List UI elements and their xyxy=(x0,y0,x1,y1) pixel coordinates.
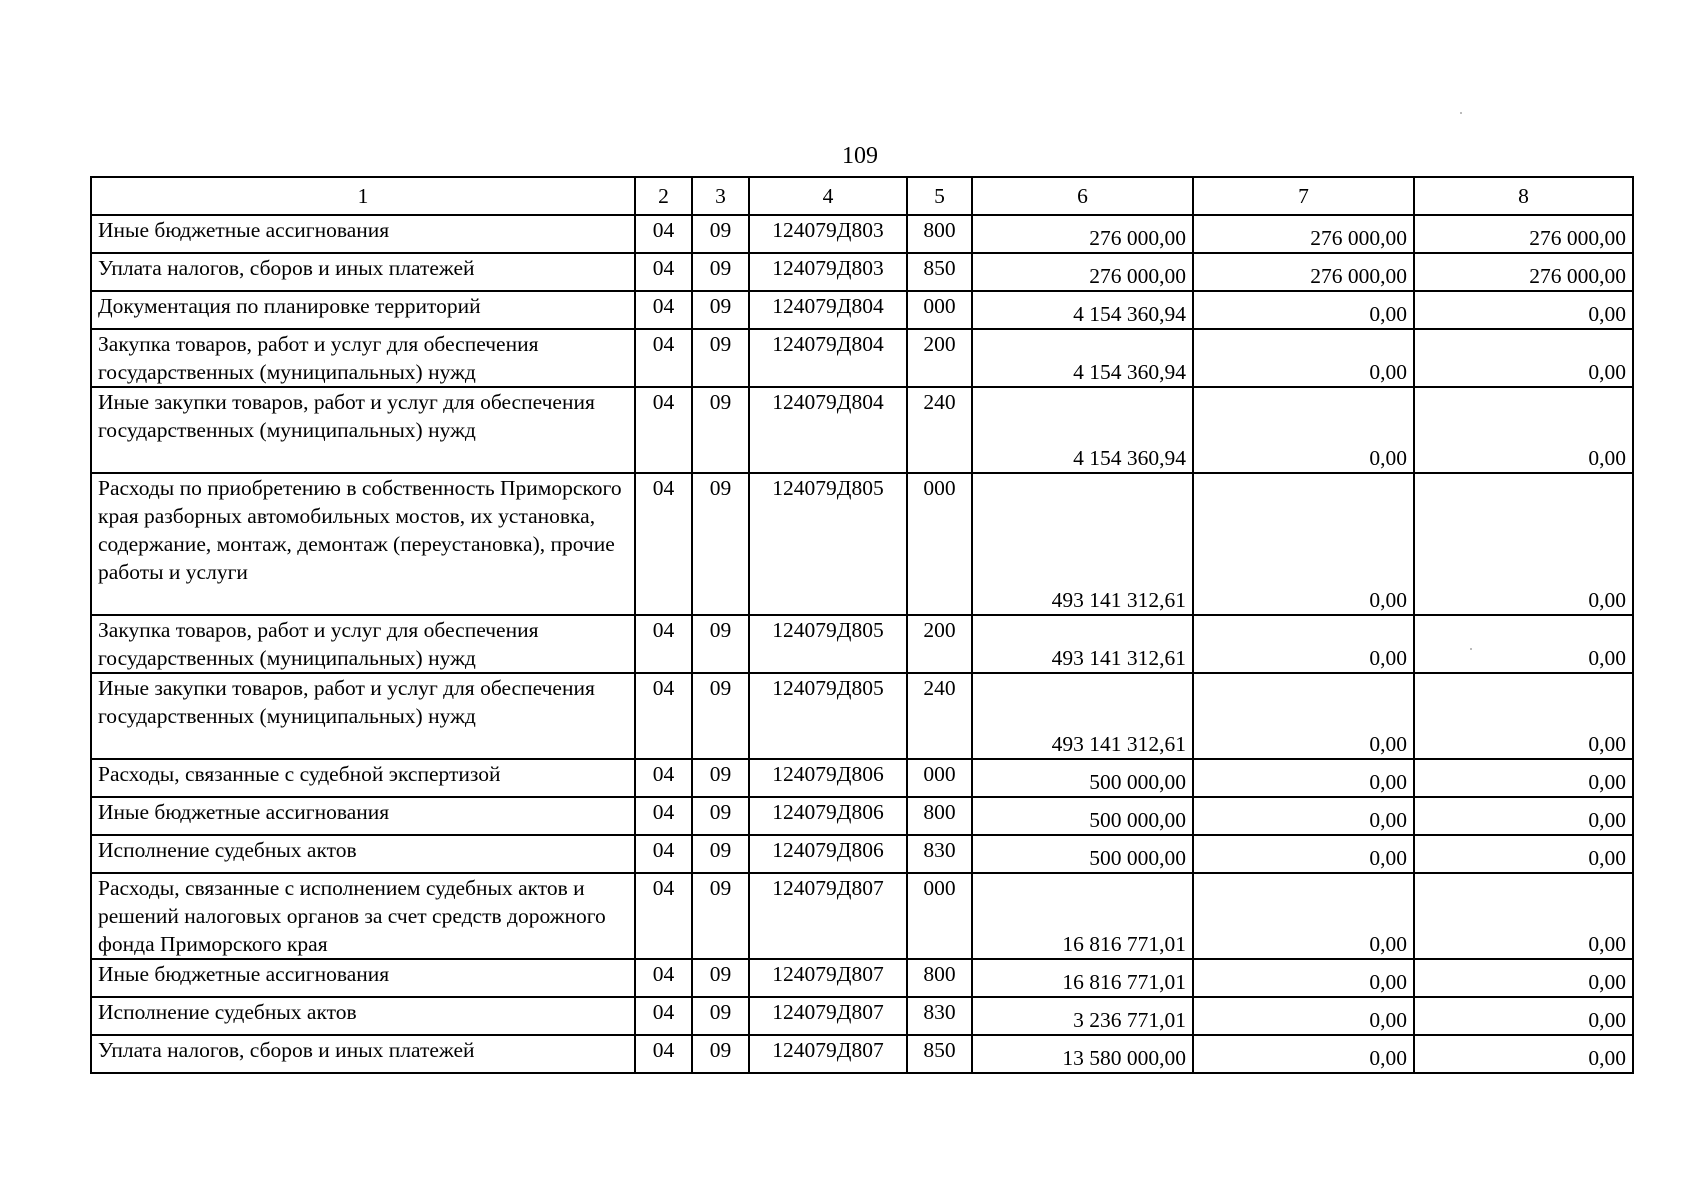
table-row xyxy=(91,215,1633,253)
row-amount-7: 0,00 xyxy=(1193,759,1414,797)
row-code-2: 04 xyxy=(635,873,692,959)
row-code-2: 04 xyxy=(635,291,692,329)
row-code-2: 04 xyxy=(635,673,692,759)
row-amount-6: 493 141 312,61 xyxy=(972,615,1193,673)
row-amount-6: 500 000,00 xyxy=(972,759,1193,797)
row-code-4: 124079Д805 xyxy=(749,473,907,615)
row-code-5: 000 xyxy=(907,873,972,959)
row-amount-7: 276 000,00 xyxy=(1193,215,1414,253)
table-row xyxy=(91,253,1633,291)
row-code-2: 04 xyxy=(635,615,692,673)
row-amount-6: 4 154 360,94 xyxy=(972,329,1193,387)
row-code-4: 124079Д804 xyxy=(749,291,907,329)
row-name: Расходы по приобретению в собственность Приморского края разборных автомобильных мостов, их установка, содержание, монтаж, демонтаж (переустановка), прочие работы и услуги xyxy=(91,473,635,615)
row-name: Закупка товаров, работ и услуг для обеспечения государственных (муниципальных) нужд xyxy=(91,329,635,387)
row-code-5: 240 xyxy=(907,387,972,473)
row-code-2: 04 xyxy=(635,215,692,253)
row-amount-8: 0,00 xyxy=(1414,835,1633,873)
row-name: Иные закупки товаров, работ и услуг для обеспечения государственных (муниципальных) нужд xyxy=(91,673,635,759)
row-amount-7: 276 000,00 xyxy=(1193,253,1414,291)
column-header: 1 xyxy=(91,177,635,215)
row-name: Иные бюджетные ассигнования xyxy=(91,797,635,835)
row-amount-8: 0,00 xyxy=(1414,673,1633,759)
scan-speck xyxy=(1470,648,1472,650)
row-amount-8: 0,00 xyxy=(1414,387,1633,473)
row-code-4: 124079Д806 xyxy=(749,797,907,835)
row-amount-8: 0,00 xyxy=(1414,473,1633,615)
row-name: Иные бюджетные ассигнования xyxy=(91,959,635,997)
row-amount-8: 0,00 xyxy=(1414,329,1633,387)
row-code-5: 200 xyxy=(907,329,972,387)
row-name: Исполнение судебных актов xyxy=(91,835,635,873)
row-code-5: 850 xyxy=(907,1035,972,1073)
table-body xyxy=(91,215,1633,1073)
row-amount-8: 0,00 xyxy=(1414,873,1633,959)
row-code-2: 04 xyxy=(635,759,692,797)
table-row xyxy=(91,473,1633,615)
row-code-3: 09 xyxy=(692,253,749,291)
row-code-3: 09 xyxy=(692,615,749,673)
row-amount-7: 0,00 xyxy=(1193,387,1414,473)
row-amount-7: 0,00 xyxy=(1193,997,1414,1035)
row-code-2: 04 xyxy=(635,473,692,615)
table-row xyxy=(91,997,1633,1035)
row-code-5: 800 xyxy=(907,797,972,835)
row-code-3: 09 xyxy=(692,835,749,873)
row-code-4: 124079Д804 xyxy=(749,387,907,473)
column-header: 2 xyxy=(635,177,692,215)
row-amount-8: 0,00 xyxy=(1414,997,1633,1035)
row-code-2: 04 xyxy=(635,387,692,473)
row-amount-7: 0,00 xyxy=(1193,615,1414,673)
row-code-3: 09 xyxy=(692,1035,749,1073)
row-name: Расходы, связанные с исполнением судебных актов и решений налоговых органов за счет средств дорожного фонда Приморского края xyxy=(91,873,635,959)
row-code-3: 09 xyxy=(692,387,749,473)
row-code-3: 09 xyxy=(692,797,749,835)
table-row xyxy=(91,291,1633,329)
row-code-3: 09 xyxy=(692,997,749,1035)
row-amount-6: 500 000,00 xyxy=(972,835,1193,873)
column-header: 7 xyxy=(1193,177,1414,215)
page-number: 109 xyxy=(842,143,878,169)
column-header: 5 xyxy=(907,177,972,215)
column-header: 4 xyxy=(749,177,907,215)
row-code-5: 830 xyxy=(907,997,972,1035)
row-code-3: 09 xyxy=(692,473,749,615)
row-code-5: 200 xyxy=(907,615,972,673)
row-amount-8: 0,00 xyxy=(1414,759,1633,797)
row-code-2: 04 xyxy=(635,253,692,291)
table-row xyxy=(91,835,1633,873)
row-name: Закупка товаров, работ и услуг для обеспечения государственных (муниципальных) нужд xyxy=(91,615,635,673)
budget-table xyxy=(90,176,1634,1074)
row-amount-6: 276 000,00 xyxy=(972,215,1193,253)
row-code-4: 124079Д805 xyxy=(749,673,907,759)
row-amount-6: 3 236 771,01 xyxy=(972,997,1193,1035)
row-amount-7: 0,00 xyxy=(1193,329,1414,387)
row-amount-7: 0,00 xyxy=(1193,873,1414,959)
row-code-2: 04 xyxy=(635,997,692,1035)
row-amount-7: 0,00 xyxy=(1193,797,1414,835)
row-amount-6: 13 580 000,00 xyxy=(972,1035,1193,1073)
row-code-5: 850 xyxy=(907,253,972,291)
row-code-5: 800 xyxy=(907,215,972,253)
column-header: 8 xyxy=(1414,177,1633,215)
row-amount-8: 0,00 xyxy=(1414,959,1633,997)
row-amount-6: 493 141 312,61 xyxy=(972,673,1193,759)
header-row xyxy=(91,177,1633,215)
row-code-2: 04 xyxy=(635,835,692,873)
row-code-5: 000 xyxy=(907,291,972,329)
row-code-3: 09 xyxy=(692,959,749,997)
row-amount-7: 0,00 xyxy=(1193,959,1414,997)
row-code-5: 000 xyxy=(907,759,972,797)
row-code-4: 124079Д807 xyxy=(749,959,907,997)
table-row xyxy=(91,329,1633,387)
table-row xyxy=(91,959,1633,997)
row-name: Документация по планировке территорий xyxy=(91,291,635,329)
row-code-4: 124079Д803 xyxy=(749,253,907,291)
row-code-3: 09 xyxy=(692,291,749,329)
row-name: Уплата налогов, сборов и иных платежей xyxy=(91,253,635,291)
row-code-5: 000 xyxy=(907,473,972,615)
row-amount-6: 493 141 312,61 xyxy=(972,473,1193,615)
table-row xyxy=(91,797,1633,835)
row-name: Расходы, связанные с судебной экспертизой xyxy=(91,759,635,797)
row-amount-8: 0,00 xyxy=(1414,615,1633,673)
row-amount-6: 500 000,00 xyxy=(972,797,1193,835)
row-name: Исполнение судебных актов xyxy=(91,997,635,1035)
table-row xyxy=(91,1035,1633,1073)
row-code-4: 124079Д807 xyxy=(749,1035,907,1073)
row-amount-6: 276 000,00 xyxy=(972,253,1193,291)
row-amount-6: 16 816 771,01 xyxy=(972,873,1193,959)
row-amount-7: 0,00 xyxy=(1193,291,1414,329)
row-code-2: 04 xyxy=(635,1035,692,1073)
row-amount-8: 0,00 xyxy=(1414,1035,1633,1073)
table-row xyxy=(91,387,1633,473)
row-code-4: 124079Д803 xyxy=(749,215,907,253)
row-code-4: 124079Д806 xyxy=(749,759,907,797)
row-code-3: 09 xyxy=(692,873,749,959)
row-name: Уплата налогов, сборов и иных платежей xyxy=(91,1035,635,1073)
row-code-5: 830 xyxy=(907,835,972,873)
scan-speck xyxy=(1460,112,1462,114)
column-header: 3 xyxy=(692,177,749,215)
table-row xyxy=(91,673,1633,759)
row-amount-8: 276 000,00 xyxy=(1414,253,1633,291)
row-code-4: 124079Д806 xyxy=(749,835,907,873)
row-code-3: 09 xyxy=(692,329,749,387)
table-row xyxy=(91,873,1633,959)
row-code-2: 04 xyxy=(635,797,692,835)
row-amount-6: 4 154 360,94 xyxy=(972,387,1193,473)
row-code-5: 240 xyxy=(907,673,972,759)
column-header: 6 xyxy=(972,177,1193,215)
table-row xyxy=(91,759,1633,797)
row-name: Иные бюджетные ассигнования xyxy=(91,215,635,253)
row-code-2: 04 xyxy=(635,329,692,387)
row-code-4: 124079Д807 xyxy=(749,997,907,1035)
row-amount-6: 4 154 360,94 xyxy=(972,291,1193,329)
row-name: Иные закупки товаров, работ и услуг для обеспечения государственных (муниципальных) нужд xyxy=(91,387,635,473)
row-amount-7: 0,00 xyxy=(1193,473,1414,615)
row-code-5: 800 xyxy=(907,959,972,997)
row-amount-8: 0,00 xyxy=(1414,291,1633,329)
row-amount-8: 0,00 xyxy=(1414,797,1633,835)
row-amount-8: 276 000,00 xyxy=(1414,215,1633,253)
row-code-3: 09 xyxy=(692,759,749,797)
row-amount-7: 0,00 xyxy=(1193,673,1414,759)
row-code-3: 09 xyxy=(692,673,749,759)
row-code-4: 124079Д807 xyxy=(749,873,907,959)
table-row xyxy=(91,615,1633,673)
row-code-3: 09 xyxy=(692,215,749,253)
row-amount-7: 0,00 xyxy=(1193,1035,1414,1073)
row-amount-6: 16 816 771,01 xyxy=(972,959,1193,997)
row-code-4: 124079Д805 xyxy=(749,615,907,673)
row-amount-7: 0,00 xyxy=(1193,835,1414,873)
row-code-4: 124079Д804 xyxy=(749,329,907,387)
row-code-2: 04 xyxy=(635,959,692,997)
